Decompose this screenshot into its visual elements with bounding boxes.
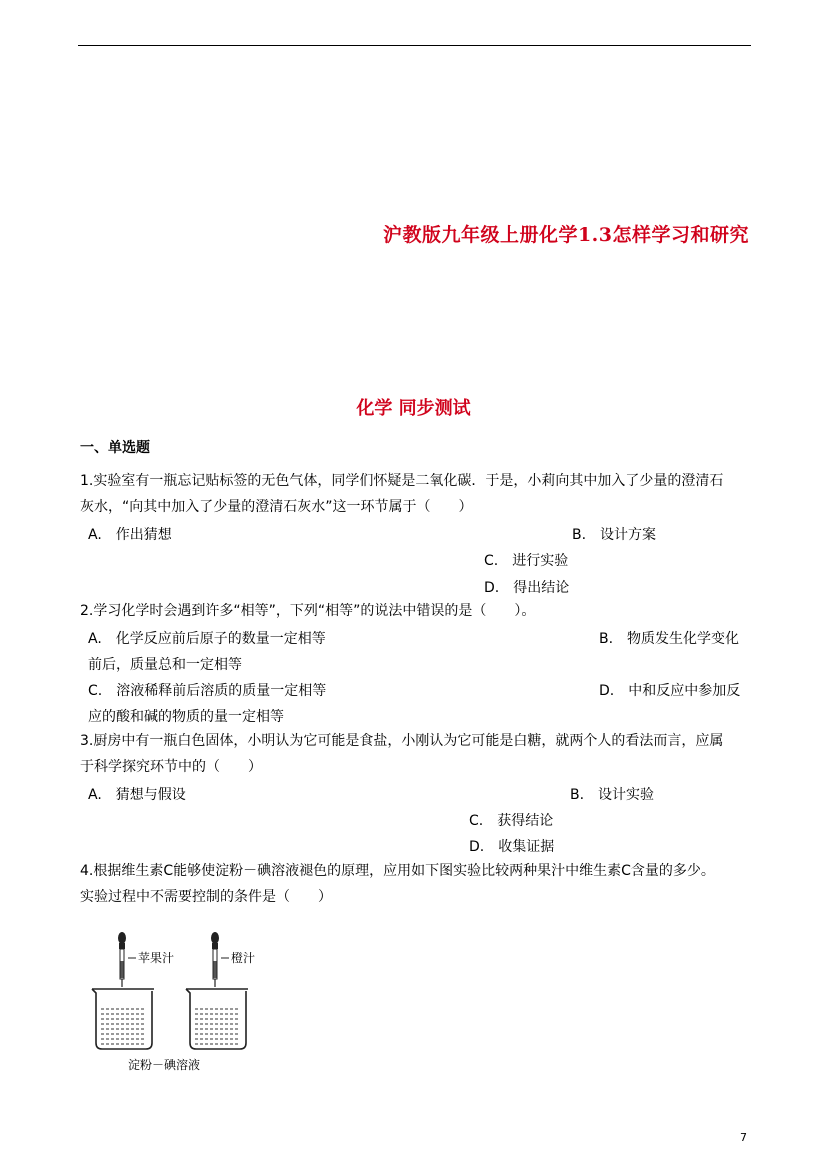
question-2-option-b-continued: 前后，质量总和一定相等 <box>88 657 242 673</box>
header-rule <box>78 45 751 46</box>
question-1-line-1: 1.实验室有一瓶忘记贴标签的无色气体，同学们怀疑是二氧化碳．于是，小莉向其中加入了少量的澄清石 <box>80 473 724 489</box>
question-3-option-a: A. 猜想与假设 <box>88 787 186 803</box>
orange-juice-label: 橙汁 <box>231 951 256 965</box>
question-3-option-b: B. 设计实验 <box>570 787 655 803</box>
question-2-line-1: 2.学习化学时会遇到许多“相等”，下列“相等”的说法中错误的是（ ）。 <box>80 603 536 619</box>
experiment-figure <box>82 925 282 1075</box>
question-2-option-d: D. 中和反应中参加反 <box>599 683 741 699</box>
document-subtitle: 化学 同步测试 <box>356 398 471 419</box>
question-4-line-2: 实验过程中不需要控制的条件是（ ） <box>80 889 332 905</box>
question-4-line-1: 4.根据维生素C能够使淀粉－碘溶液褪色的原理，应用如下图实验比较两种果汁中维生素C含量的多少。 <box>80 863 715 879</box>
question-2-option-d-continued: 应的酸和碱的物质的量一定相等 <box>88 709 284 725</box>
question-1-option-c: C. 进行实验 <box>484 553 569 569</box>
question-3-option-c: C. 获得结论 <box>469 813 554 829</box>
page-number: 7 <box>740 1131 747 1144</box>
starch-iodine-label: 淀粉－碘溶液 <box>128 1058 201 1072</box>
question-3-option-d: D. 收集证据 <box>469 839 555 855</box>
droppers-and-beakers-illustration <box>82 925 282 1075</box>
apple-juice-label: 苹果汁 <box>138 951 175 965</box>
question-1-option-a: A. 作出猜想 <box>88 527 172 543</box>
question-2-option-b: B. 物质发生化学变化 <box>599 631 740 647</box>
question-2-option-a: A. 化学反应前后原子的数量一定相等 <box>88 631 326 647</box>
left-beaker-icon <box>92 989 154 1049</box>
right-dropper-icon <box>211 932 229 987</box>
question-2-option-c: C. 溶液稀释前后溶质的质量一定相等 <box>88 683 327 699</box>
question-1-line-2: 灰水，“向其中加入了少量的澄清石灰水”这一环节属于（ ） <box>80 499 473 515</box>
document-title: 沪教版九年级上册化学1.3怎样学习和研究 <box>382 224 749 246</box>
question-3-line-1: 3.厨房中有一瓶白色固体，小明认为它可能是食盐，小刚认为它可能是白糖，就两个人的看法而言，应属 <box>80 733 724 749</box>
left-dropper-icon <box>118 932 136 987</box>
section-heading: 一、单选题 <box>80 440 150 456</box>
question-1-option-d: D. 得出结论 <box>484 580 570 596</box>
question-1-option-b: B. 设计方案 <box>572 527 657 543</box>
question-3-line-2: 于科学探究环节中的（ ） <box>80 759 262 775</box>
right-beaker-icon <box>186 989 248 1049</box>
